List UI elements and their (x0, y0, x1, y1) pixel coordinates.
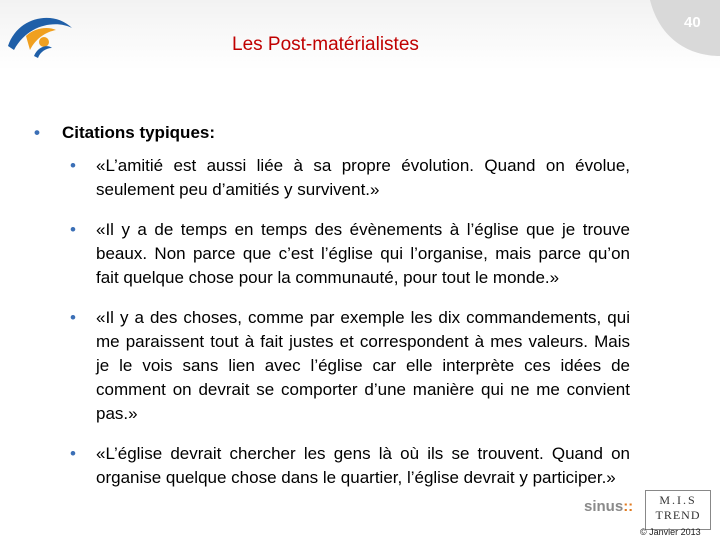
quote-item (70, 306, 630, 426)
bullet-icon: • (34, 123, 40, 142)
bullet-icon: • (70, 308, 76, 327)
page-title: Les Post-matérialistes (232, 34, 419, 55)
main-bullet (34, 123, 215, 143)
bullet-icon: • (70, 444, 76, 463)
mis-trend-logo (645, 490, 711, 530)
mis-logo-line1: M.I.S (659, 493, 697, 507)
quote-text: «Il y a de temps en temps des évènements à l’église que je trouve beaux. Non parce que c’est l’église qui l’organise, mais parce qu’on fait quelque chose pour la communauté, pour tout le monde.» (96, 220, 630, 287)
section-heading: Citations typiques: (62, 123, 216, 142)
quote-item (70, 218, 630, 290)
quote-text: «L’église devrait chercher les gens là où ils se trouvent. Quand on organise quelque chose dans le quartier, l’église devrait y participer.» (96, 444, 630, 487)
footer-date: © Janvier 2013 (640, 527, 701, 537)
mis-logo-line2: TREND (655, 508, 701, 522)
quote-item (70, 442, 630, 490)
page-number-badge (640, 0, 720, 56)
quote-item (70, 154, 630, 202)
quote-text: «Il y a des choses, comme par exemple les dix commandements, qui me paraissent tout à fait justes et correspondent à mes valeurs. Mais je le vois sans lien avec l’église car elle interprète ces idées de comment on devrait se comporter d’une manière qui ne me convient pas.» (96, 308, 630, 423)
bullet-icon: • (70, 156, 76, 175)
sinus-logo-text: sinus (584, 498, 624, 515)
quote-text: «L’amitié est aussi liée à sa propre évolution. Quand on évolue, seulement peu d’amitiés y survivent.» (96, 156, 630, 199)
quote-list (70, 154, 630, 506)
sinus-logo (584, 498, 633, 515)
sinus-logo-mark: :: (623, 498, 634, 515)
company-logo-icon (4, 6, 76, 58)
bullet-icon: • (70, 220, 76, 239)
page-number: 40 (684, 14, 701, 31)
